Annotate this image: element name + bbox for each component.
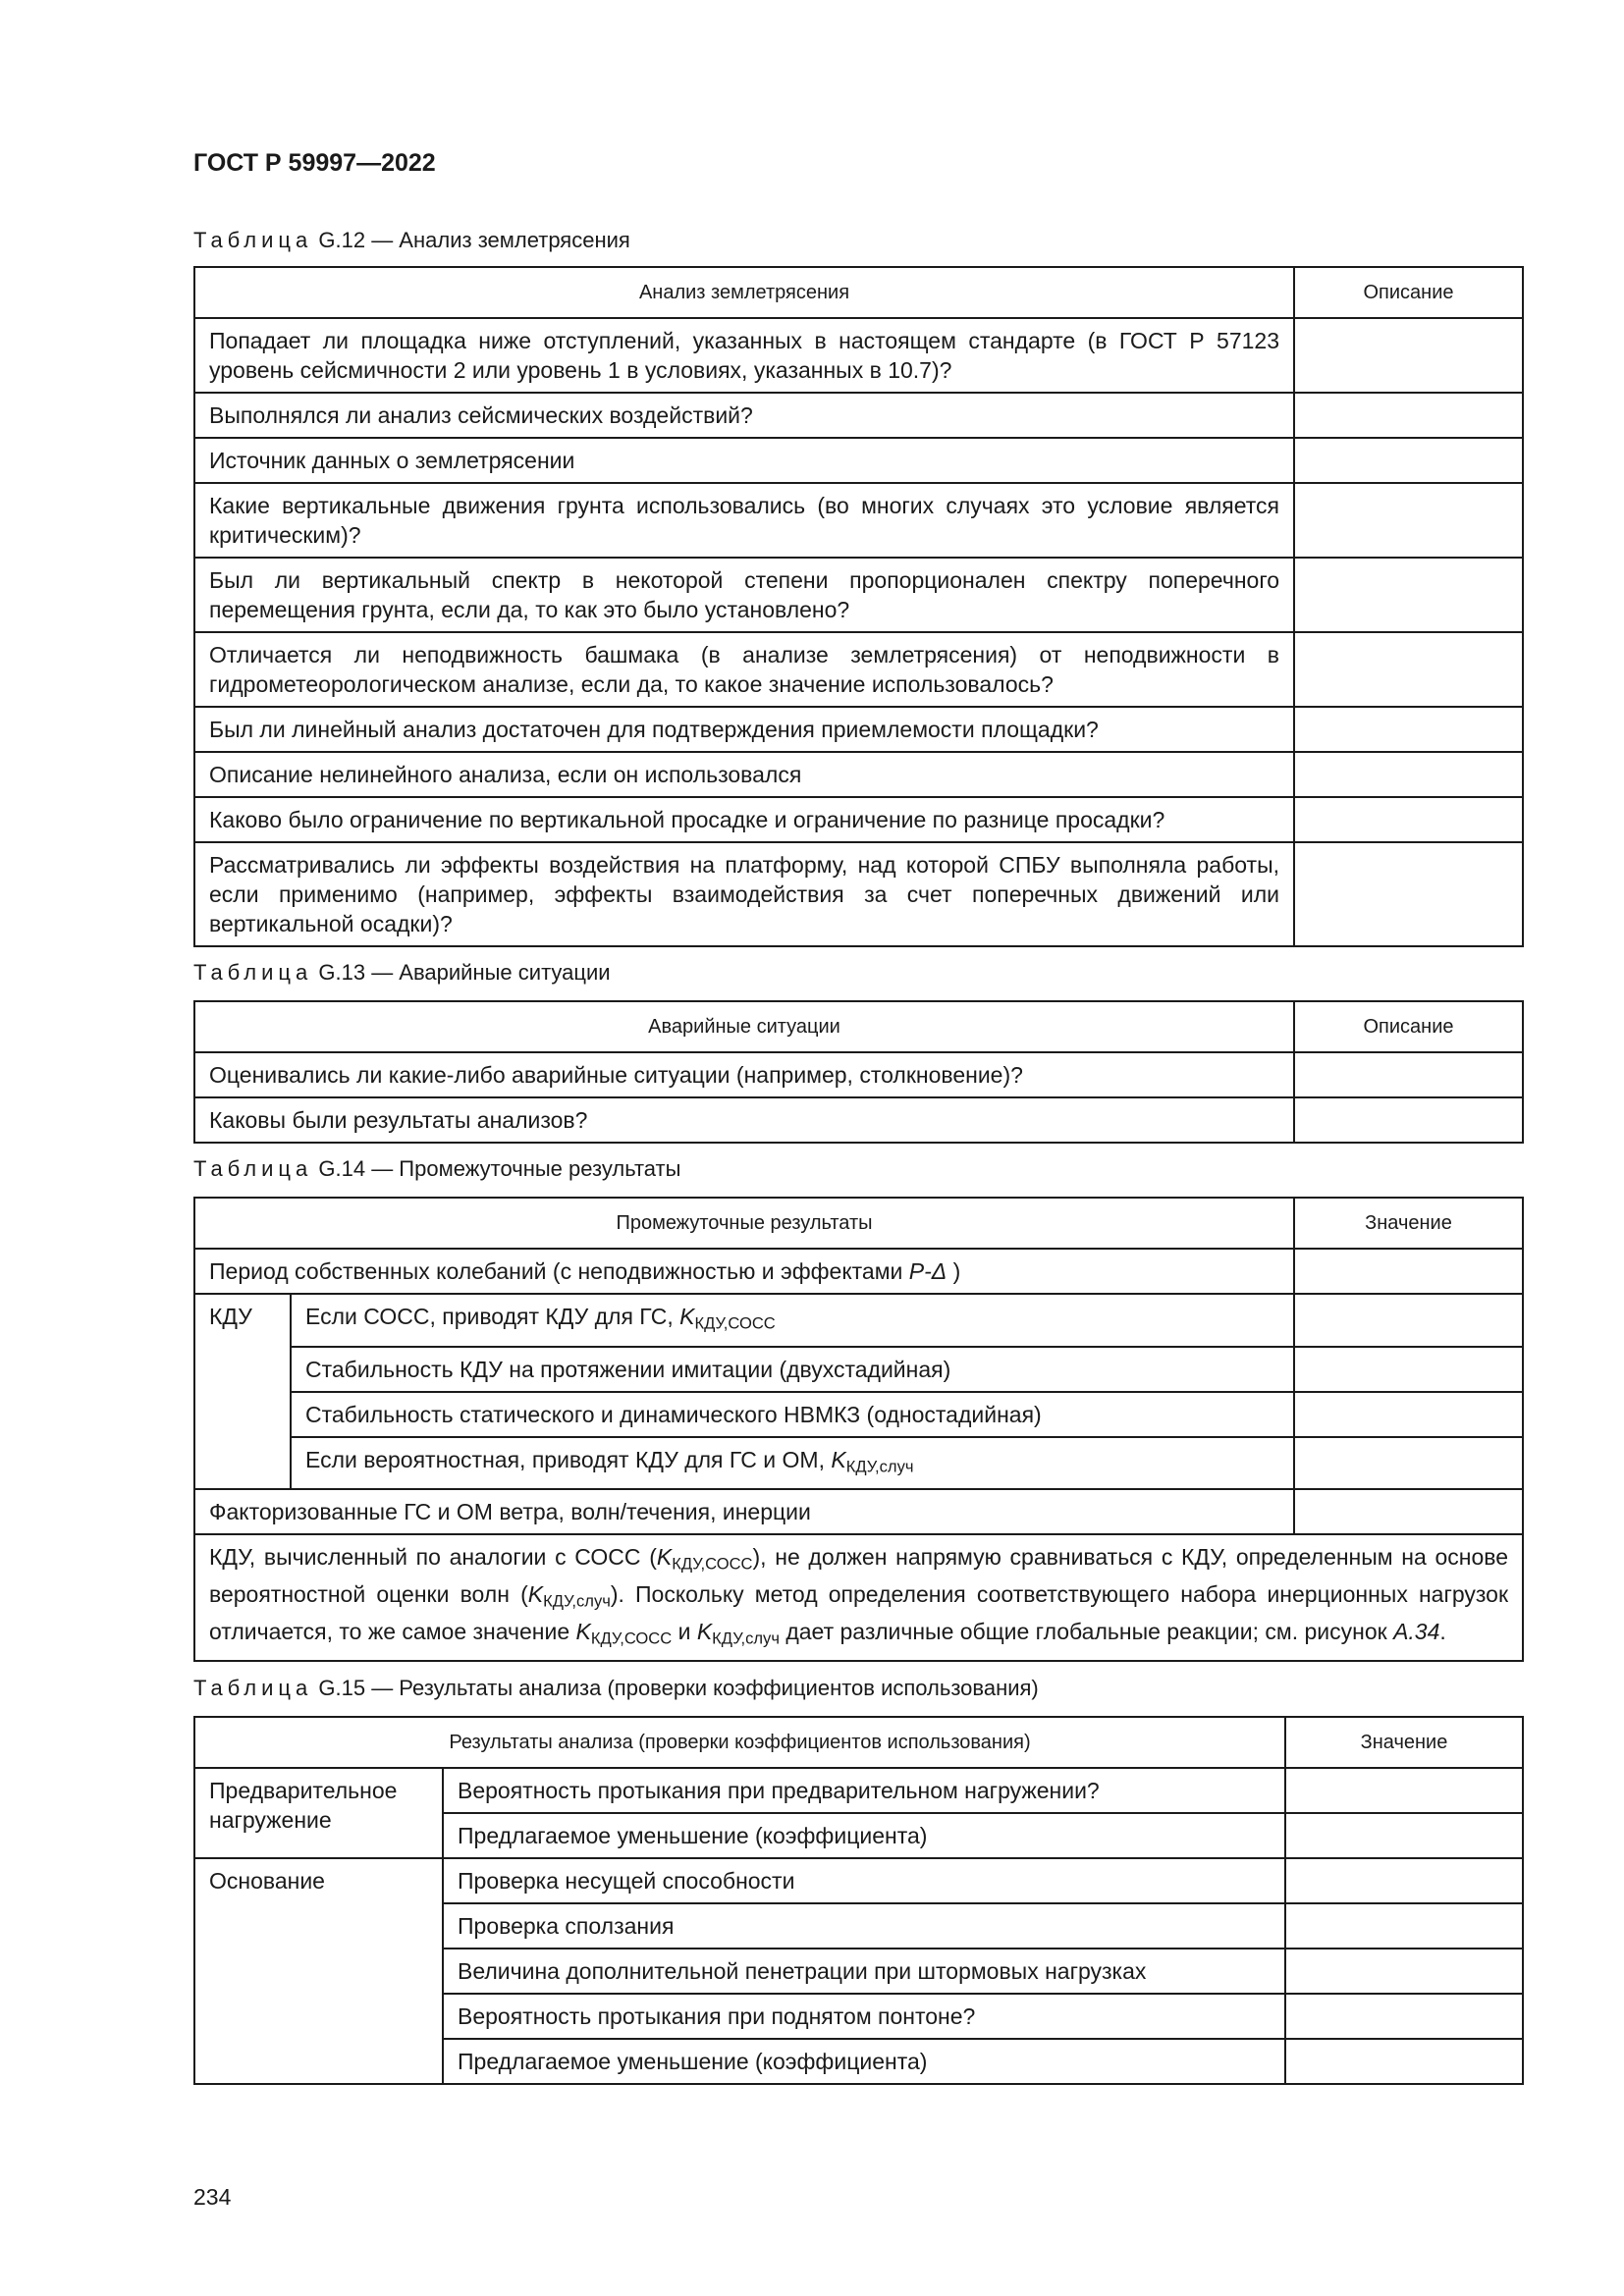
value-cell[interactable] — [1285, 1813, 1523, 1858]
caption-title: G.13 — Аварийные ситуации — [318, 960, 611, 985]
column-header: Результаты анализа (проверки коэффициентов использования) — [194, 1717, 1285, 1768]
table-g13-caption — [193, 960, 611, 986]
value-cell[interactable] — [1285, 1858, 1523, 1903]
column-header: Значение — [1294, 1198, 1523, 1249]
p-delta-symbol: P-Δ — [908, 1258, 947, 1284]
description-cell[interactable] — [1294, 842, 1523, 946]
column-header: Анализ землетрясения — [194, 267, 1294, 318]
table-row — [194, 1347, 1523, 1392]
table-row — [194, 842, 1523, 946]
description-cell[interactable] — [1294, 438, 1523, 483]
caption-word: Таблица — [193, 1156, 313, 1181]
table-row — [194, 1489, 1523, 1534]
description-cell[interactable] — [1294, 558, 1523, 632]
column-header: Значение — [1285, 1717, 1523, 1768]
question-cell: Был ли вертикальный спектр в некоторой степени пропорционален спектру поперечного перемещения грунта, если да, то как это было установлено? — [194, 558, 1294, 632]
table-header-row — [194, 267, 1523, 318]
question-cell: Отличается ли неподвижность башмака (в анализе землетрясения) от неподвижности в гидрометеорологическом анализе, если да, то какое значение использовалось? — [194, 632, 1294, 707]
group-label-cell: Основание — [194, 1858, 443, 2084]
page-number: 234 — [193, 2184, 232, 2210]
question-cell: Каково было ограничение по вертикальной просадке и ограничение по разнице просадки? — [194, 797, 1294, 842]
item-cell: Проверка сползания — [443, 1903, 1285, 1949]
table-row — [194, 1437, 1523, 1490]
table-row — [194, 558, 1523, 632]
item-cell: Предлагаемое уменьшение (коэффициента) — [443, 1813, 1285, 1858]
table-row — [194, 632, 1523, 707]
item-cell: Факторизованные ГС и ОМ ветра, волн/течения, инерции — [194, 1489, 1294, 1534]
item-cell: Вероятность протыкания при предварительном нагружении? — [443, 1768, 1285, 1813]
column-header: Промежуточные результаты — [194, 1198, 1294, 1249]
table-row — [194, 1392, 1523, 1437]
description-cell[interactable] — [1294, 318, 1523, 393]
table-row — [194, 483, 1523, 558]
value-cell[interactable] — [1294, 1249, 1523, 1294]
table-row — [194, 1294, 1523, 1347]
value-cell[interactable] — [1294, 1294, 1523, 1347]
caption-title: G.14 — Промежуточные результаты — [318, 1156, 681, 1181]
table-note: КДУ, вычисленный по аналогии с СОСС $(K_{КДУ,СОСС})$, не должен напрямую сравниваться с КДУ, определенным на основе вероятностной оценки волн $(K_{КДУ,случ})$. Поскольку метод определения соответствующего набора инерционных нагрузок отличается, то же самое значение $K_{КДУ,СОСС}$ и $K_{КДУ,случ}$ дает различные общие глобальные реакции; см. рисунок А.34. — [194, 1534, 1523, 1661]
table-row — [194, 1858, 1523, 1903]
group-label-cell: Предварительное нагружение — [194, 1768, 443, 1858]
item-cell: Вероятность протыкания при поднятом понтоне? — [443, 1994, 1285, 2039]
question-cell: Какие вертикальные движения грунта использовались (во многих случаях это условие является критическим)? — [194, 483, 1294, 558]
question-cell: Выполнялся ли анализ сейсмических воздействий? — [194, 393, 1294, 438]
table-row — [194, 318, 1523, 393]
description-cell[interactable] — [1294, 797, 1523, 842]
table-g13 — [193, 1000, 1524, 1144]
question-cell: Рассматривались ли эффекты воздействия на платформу, над которой СПБУ выполняла работы, если применимо (например, эффекты взаимодействия за счет поперечных движений или вертикальной осадки)? — [194, 842, 1294, 946]
table-row — [194, 797, 1523, 842]
item-cell: Предлагаемое уменьшение (коэффициента) — [443, 2039, 1285, 2084]
table-row — [194, 438, 1523, 483]
caption-title: G.12 — Анализ землетрясения — [318, 228, 630, 252]
column-header: Описание — [1294, 267, 1523, 318]
value-cell[interactable] — [1294, 1437, 1523, 1490]
table-row — [194, 707, 1523, 752]
item-cell: Стабильность КДУ на протяжении имитации (двухстадийная) — [291, 1347, 1294, 1392]
table-row — [194, 1249, 1523, 1294]
question-cell: Источник данных о землетрясении — [194, 438, 1294, 483]
caption-word: Таблица — [193, 228, 313, 252]
table-row — [194, 1768, 1523, 1813]
table-note-row — [194, 1534, 1523, 1661]
table-g15-caption — [193, 1676, 1039, 1701]
table-g12-caption — [193, 228, 630, 253]
kdu-label-cell: КДУ — [194, 1294, 291, 1489]
value-cell[interactable] — [1285, 1903, 1523, 1949]
description-cell[interactable] — [1294, 1052, 1523, 1097]
caption-title: G.15 — Результаты анализа (проверки коэффициентов использования) — [318, 1676, 1039, 1700]
value-cell[interactable] — [1294, 1392, 1523, 1437]
description-cell[interactable] — [1294, 707, 1523, 752]
description-cell[interactable] — [1294, 1097, 1523, 1143]
caption-word: Таблица — [193, 1676, 313, 1700]
value-cell[interactable] — [1285, 1949, 1523, 1994]
column-header: Аварийные ситуации — [194, 1001, 1294, 1052]
description-cell[interactable] — [1294, 393, 1523, 438]
caption-word: Таблица — [193, 960, 313, 985]
table-header-row — [194, 1001, 1523, 1052]
description-cell[interactable] — [1294, 752, 1523, 797]
value-cell[interactable] — [1285, 2039, 1523, 2084]
table-g14-caption — [193, 1156, 680, 1182]
value-cell[interactable] — [1285, 1994, 1523, 2039]
value-cell[interactable] — [1294, 1489, 1523, 1534]
item-cell: Величина дополнительной пенетрации при штормовых нагрузках — [443, 1949, 1285, 1994]
value-cell[interactable] — [1285, 1768, 1523, 1813]
table-g14 — [193, 1197, 1524, 1662]
item-cell: Проверка несущей способности — [443, 1858, 1285, 1903]
document-header: ГОСТ Р 59997—2022 — [193, 149, 436, 177]
question-cell: Попадает ли площадка ниже отступлений, указанных в настоящем стандарте (в ГОСТ Р 57123 уровень сейсмичности 2 или уровень 1 в условиях, указанных в 10.7)? — [194, 318, 1294, 393]
table-g12 — [193, 266, 1524, 947]
question-cell: Оценивались ли какие-либо аварийные ситуации (например, столкновение)? — [194, 1052, 1294, 1097]
table-header-row — [194, 1717, 1523, 1768]
item-cell: Стабильность статического и динамического НВМКЗ (одностадийная) — [291, 1392, 1294, 1437]
table-g15 — [193, 1716, 1524, 2085]
question-cell: Описание нелинейного анализа, если он использовался — [194, 752, 1294, 797]
period-cell: Период собственных колебаний (с неподвижностью и эффектами P-Δ ) — [194, 1249, 1294, 1294]
value-cell[interactable] — [1294, 1347, 1523, 1392]
figure-ref: А.34 — [1393, 1618, 1440, 1644]
question-cell: Был ли линейный анализ достаточен для подтверждения приемлемости площадки? — [194, 707, 1294, 752]
column-header: Описание — [1294, 1001, 1523, 1052]
description-cell[interactable] — [1294, 483, 1523, 558]
table-row — [194, 1052, 1523, 1097]
question-cell: Каковы были результаты анализов? — [194, 1097, 1294, 1143]
table-row — [194, 393, 1523, 438]
item-cell: Если СОСС, приводят КДУ для ГС, $K_{КДУ,СОСС}$ — [291, 1294, 1294, 1347]
description-cell[interactable] — [1294, 632, 1523, 707]
item-cell: Если вероятностная, приводят КДУ для ГС и ОМ, $K_{КДУ,случ}$ — [291, 1437, 1294, 1490]
table-header-row — [194, 1198, 1523, 1249]
table-row — [194, 752, 1523, 797]
table-row — [194, 1097, 1523, 1143]
